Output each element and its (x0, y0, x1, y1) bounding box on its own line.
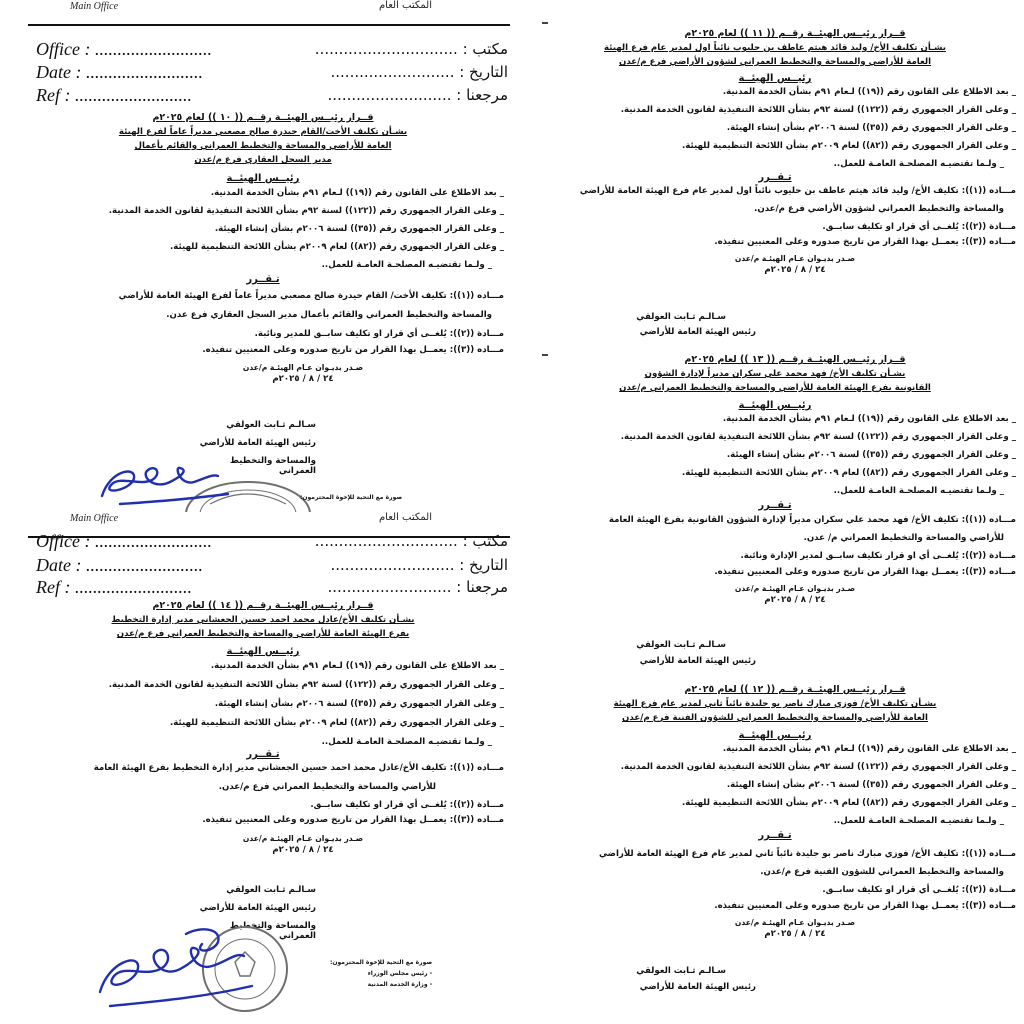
office-label-ar: مكتب : .............................. (314, 532, 508, 550)
signatory-title: والمساحة والتخطيط العمراني (230, 456, 316, 476)
date-label-ar: التاريخ : .......................... (330, 556, 508, 574)
handwritten-signature (90, 456, 240, 512)
issue-date: ٢٤ / ٨ / ٢٠٢٥م (764, 929, 826, 939)
decree-subject-line: العامة للأراضي والمساحة والتخطيط العمراني للشؤون الفنية فرع م/عدن (622, 713, 928, 723)
preamble-line: _ بعد الاطلاع على القانون رقم ((١٩)) لـعام ٩١م بشأن الخدمة المدنية. (210, 188, 504, 198)
decree-14-body (20, 600, 506, 855)
decree-subject-line: بشـأن تكليف الأخ/ فهد محمد علي سكران مديراً لإدارة الشؤون (644, 369, 906, 379)
preamble-line: _ وعلى القرار الجمهوري رقم ((٨٢)) لعام ٢٠٠٩م بشأن اللائحة التنظيمية للهيئة. (170, 242, 504, 252)
ref-label-ar: مرجعنا : .......................... (327, 86, 508, 104)
main-office-label: Main Office (70, 513, 119, 524)
issue-date: ٢٤ / ٨ / ٢٠٢٥م (272, 374, 334, 384)
signatory-name: سـالـم ثـابت العولقي (226, 885, 316, 895)
main-office-label: Main Office (70, 1, 119, 12)
issued-line: صـدر بديـوان عـام الهيئـة م/عدن (734, 584, 856, 593)
decree-11-body (532, 28, 1018, 275)
signatory-title: والمساحة والتخطيط العمراني (230, 921, 316, 941)
date-label-en: Date : .......................... (36, 62, 203, 82)
section-heading: رئيــس الهيئــة (226, 173, 300, 184)
preamble-line: _ وعلى القرار الجمهوري رقم ((٣٥)) لسنة ٢٠٠٦م بشأن إنشاء الهيئة. (726, 123, 1016, 133)
section-heading: رئيــس الهيئــة (226, 646, 300, 657)
article-line: مـــاده ((٣)): يعمــل بهذا القرار من تاريخ صدوره وعلى المعنيين تنفيذه. (202, 815, 504, 825)
signatory-title: رئيس الهيئة العامة للأراضي (199, 438, 316, 448)
decree-12-body (532, 684, 1018, 939)
signatory-name: سـالـم ثـابت العولقي (636, 312, 726, 322)
preamble-line: _ وعلى القرار الجمهوري رقم ((١٢٢)) لسنة ٩٢م بشأن اللائحة التنفيذية لقانون الخدمة المدنية. (620, 432, 1016, 442)
preamble-line: _ وعلى القرار الجمهوري رقم ((١٢٢)) لسنة ٩٢م بشأن اللائحة التنفيذية لقانون الخدمة المدنية. (108, 680, 504, 690)
main-office-ar-label: المكتب العام (378, 512, 432, 523)
issue-date: ٢٤ / ٨ / ٢٠٢٥م (764, 595, 826, 605)
preamble-line: _ وعلى القرار الجمهوري رقم ((٨٢)) لعام ٢٠٠٩م بشأن اللائحة التنظيمية للهيئة. (682, 468, 1016, 478)
article-line: للأراضي والمساحة والتخطيط العمراني فرع م/عدن. (218, 782, 436, 792)
issue-date: ٢٤ / ٨ / ٢٠٢٥م (764, 265, 826, 275)
decree-subject-line: بشـأن تكليف الأخ/ وليد قائد هيثم عاطف بن حليوب نائباً اول لمدير عام فرع الهيئة (604, 43, 946, 53)
ref-label-ar: مرجعنا : .......................... (327, 578, 508, 596)
decree-subject-line: القانونية بفرع الهيئة العامة للأراضي والمساحة والتخطيط العمراني م/عدن (619, 383, 931, 393)
scan-mark (542, 354, 548, 356)
scan-mark (542, 22, 548, 24)
preamble-line: _ ولـما تقتضيـه المصلحـة العامـة للعمل.. (833, 159, 1004, 169)
decided-heading: تـقــرر (246, 749, 280, 760)
article-line: مـــادة ((٢)): يُلغــى أي قرار او تكليف سابــق. (822, 885, 1016, 895)
office-label-en: Office : .......................... (36, 39, 212, 59)
article-line: والمساحة والتخطيط العمراني لشؤون الأراضي فرع م/عدن. (754, 204, 1004, 214)
decree-title: قــرار رئيــس الهيئــة رقــم (( ١٣ )) لعام ٢٠٢٥م (684, 354, 906, 365)
signatory-block (576, 966, 756, 992)
issued-line: صـدر بديـوان عـام الهيئـة م/عدن (734, 254, 856, 263)
right-column-decrees (512, 0, 1024, 1024)
letterhead-strip (30, 512, 512, 524)
article-line: مـــاده ((٣)): يعمــل بهذا القرار من تاريخ صدوره وعلى المعنيين تنفيذه. (714, 901, 1016, 911)
preamble-line: _ بعد الاطلاع على القانون رقم ((١٩)) لـعام ٩١م بشأن الخدمة المدنية. (722, 87, 1016, 97)
preamble-line: _ ولـما تقتضيـه المصلحـة العامـة للعمل.. (321, 737, 492, 747)
decided-heading: تـقــرر (246, 274, 280, 285)
section-heading: رئيــس الهيئــة (738, 400, 812, 411)
preamble-line: _ وعلى القرار الجمهوري رقم ((٣٥)) لسنة ٢٠٠٦م بشأن إنشاء الهيئة. (726, 780, 1016, 790)
cc-line: - رئيس مجلس الوزراء (367, 970, 433, 977)
ref-row (36, 84, 508, 108)
section-heading: رئيــس الهيئــة (738, 730, 812, 741)
decree-13-body (532, 354, 1018, 605)
article-line: مـــاده ((٣)): يعمــل بهذا القرار من تاريخ صدوره وعلى المعنيين تنفيذه. (714, 237, 1016, 247)
issued-line: صـدر بديـوان عـام الهيئـة م/عدن (242, 363, 364, 372)
preamble-line: _ وعلى القرار الجمهوري رقم ((٣٥)) لسنة ٢٠٠٦م بشأن إنشاء الهيئة. (726, 450, 1016, 460)
decided-heading: تـقــرر (758, 172, 792, 183)
article-line: مـــاده ((١)): تكليف الأخ/ وليد قائد هيثم عاطف بن حليوب نائباً اول لمدير عام فرع الهيئة العامة للأراضي (579, 186, 1016, 196)
article-line: والمساحة والتخطيط العمراني للشؤون الفنية فرع م/عدن. (760, 867, 1004, 877)
handwritten-signature (90, 922, 260, 1014)
decree-subject-line: مدير السجل العقاري فرع م/عدن (194, 155, 332, 165)
signatory-block (576, 640, 756, 666)
issued-line: صـدر بديـوان عـام الهيئـة م/عدن (242, 834, 364, 843)
article-line: مـــاده ((٣)): يعمــل بهذا القرار من تاريخ صدوره وعلى المعنيين تنفيذه. (714, 567, 1016, 577)
signatory-name: سـالـم ثـابت العولقي (636, 966, 726, 976)
header-rule (28, 24, 512, 26)
signatory-title: رئيس الهيئة العامة للأراضي (639, 327, 756, 337)
office-row (36, 38, 508, 62)
decree-subject-line: العامة للأراضي والمساحة والتخطيط العمراني والقائم بأعمال (134, 141, 392, 151)
date-label-en: Date : .......................... (36, 555, 203, 575)
main-office-ar-label: المكتب العام (378, 0, 432, 11)
office-label-en: Office : .......................... (36, 531, 212, 551)
column-divider (510, 0, 512, 1024)
preamble-line: _ بعد الاطلاع على القانون رقم ((١٩)) لـعام ٩١م بشأن الخدمة المدنية. (722, 744, 1016, 754)
decree-title: قــرار رئيــس الهيئــة رقــم (( ١١ )) لعام ٢٠٢٥م (684, 28, 906, 39)
decree-10-body (20, 112, 506, 384)
decree-subject-line: بشـأن تكليف الأخ/ فوزي مبارك ناصر بو جليدة نائباً ثاني لمدير عام فرع الهيئة (613, 699, 937, 709)
signatory-block (576, 312, 756, 337)
article-line: للأراضي والمساحة والتخطيط العمراني م/ عدن. (803, 533, 1004, 543)
section-heading: رئيــس الهيئــة (738, 73, 812, 84)
preamble-line: _ ولـما تقتضيـه المصلحـة العامـة للعمل.. (833, 486, 1004, 496)
signatory-title: رئيس الهيئة العامة للأراضي (199, 903, 316, 913)
article-line: مـــاده ((١)): تكليف الأخت/ القام حيدرة صالح مصعبي مديراً عاماً لفرع الهيئة العامة للأراضي (118, 291, 504, 301)
decree-subject-line: بفرع الهيئة العامة للأراضي والمساحة والتخطيط العمراني فرع م/عدن (116, 629, 410, 639)
article-line: والمساحة والتخطيط العمراني والقائم بأعمال مدير السجل العقاري فرع عدن. (166, 310, 492, 320)
office-row (36, 530, 508, 554)
article-line: مـــاده ((١)): تكليف الأخ/ فهد محمد علي سكران مديراً لإدارة الشؤون القانونية بفرع الهيئة العامة (608, 515, 1016, 525)
article-line: مـــادة ((٢)): يُلغــى أي او قرار تكليف سابــق لمدير الإدارة ونائبة. (740, 551, 1016, 561)
date-row (36, 554, 508, 578)
cc-line: - وزارة الخدمة المدنية (367, 981, 433, 988)
ref-label-en: Ref : .......................... (36, 577, 192, 597)
cc-block (330, 959, 432, 988)
preamble-line: _ بعد الاطلاع على القانون رقم ((١٩)) لـعام ٩١م بشأن الخدمة المدنية. (722, 414, 1016, 424)
preamble-line: _ وعلى القرار الجمهوري رقم ((١٢٢)) لسنة ٩٢م بشأن اللائحة التنفيذية لقانون الخدمة المدنية. (620, 105, 1016, 115)
preamble-line: _ وعلى القرار الجمهوري رقم ((٨٢)) لعام ٢٠٠٩م بشأن اللائحة التنظيمية للهيئة. (682, 798, 1016, 808)
signatory-title: رئيس الهيئة العامة للأراضي (639, 982, 756, 992)
decree-subject-line: بشـأن تكليف الأخ/عادل محمد احمد حسين الجعشاني مدير إدارة التخطيط (111, 615, 415, 625)
preamble-line: _ وعلى القرار الجمهوري رقم ((٣٥)) لسنة ٢٠٠٦م بشأن إنشاء الهيئة. (214, 699, 504, 709)
ref-label-en: Ref : .......................... (36, 85, 192, 105)
article-line: مـــاده ((٣)): يعمــل بهذا القرار من تاريخ صدوره وعلى المعنيين تنفيذه. (202, 345, 504, 355)
office-label-ar: مكتب : .............................. (314, 40, 508, 58)
decree-title: قــرار رئيــس الهيئــة رقــم (( ١٤ )) لعام ٢٠٢٥م (152, 600, 374, 611)
issue-date: ٢٤ / ٨ / ٢٠٢٥م (272, 845, 334, 855)
date-row (36, 61, 508, 85)
decided-heading: تـقــرر (758, 830, 792, 841)
article-line: مـــاده ((١)): تكليف الأخ/عادل محمد احمد حسين الجعشاني مدير إدارة التخطيط بفرع الهيئة العامة (93, 763, 504, 773)
article-line: مـــادة ((٢)): يُلغــى أي قرار او تكليف سابــق. (310, 800, 504, 810)
decree-14-panel (0, 512, 512, 1024)
signatory-title: رئيس الهيئة العامة للأراضي (639, 656, 756, 666)
date-label-ar: التاريخ : .......................... (330, 63, 508, 81)
article-line: مـــادة ((٢)): يُلغــى أي قرار او تكليف سابــق للمدير ونائبة. (254, 329, 504, 339)
signatory-name: سـالـم ثـابت العولقي (636, 640, 726, 650)
issued-line: صـدر بديـوان عـام الهيئـة م/عدن (734, 918, 856, 927)
cc-heading: صورة مع التحية للإخوة المحترمون: (330, 959, 433, 966)
preamble-line: _ وعلى القرار الجمهوري رقم ((٨٢)) لعام ٢٠٠٩م بشأن اللائحة التنظيمية للهيئة. (170, 718, 504, 728)
cc-heading: صورة مع التحية للإخوة المحترمون: (300, 494, 403, 501)
preamble-line: _ ولـما تقتضيـه المصلحـة العامـة للعمل.. (833, 816, 1004, 826)
preamble-line: _ ولـما تقتضيـه المصلحـة العامـة للعمل.. (321, 260, 492, 270)
letterhead-strip (30, 0, 512, 12)
preamble-line: _ وعلى القرار الجمهوري رقم ((٨٢)) لعام ٢٠٠٩م بشأن اللائحة التنظيمية للهيئة. (682, 141, 1016, 151)
article-line: مـــادة ((٢)): يُلغــى أي قرار او تكليف سابــق. (822, 222, 1016, 232)
decree-subject-line: العامة للأراضي والمساحة والتخطيط العمراني لشؤون الأراضي فرع م/عدن (618, 57, 932, 67)
decided-heading: تـقــرر (758, 500, 792, 511)
decree-title: قــرار رئيــس الهيئــة رقــم (( ١٠ )) لعام ٢٠٢٥م (152, 112, 374, 123)
preamble-line: _ وعلى القرار الجمهوري رقم ((٣٥)) لسنة ٢٠٠٦م بشأن إنشاء الهيئة. (214, 224, 504, 234)
decree-title: قــرار رئيــس الهيئــة رقــم (( ١٢ )) لعام ٢٠٢٥م (684, 684, 906, 695)
signatory-name: سـالـم ثـابت العولقي (226, 420, 316, 430)
decree-subject-line: بشـأن تكليف الأخت/القام حيدرة صالح مصعبي مديراً عاماً لفرع الهيئة (118, 127, 408, 137)
preamble-line: _ وعلى القرار الجمهوري رقم ((١٢٢)) لسنة ٩٢م بشأن اللائحة التنفيذية لقانون الخدمة المدنية. (108, 206, 504, 216)
ref-row (36, 576, 508, 600)
article-line: مـــاده ((١)): تكليف الأخ/ فوزي مبارك ناصر بو جليدة نائباً ثاني لمدير عام فرع الهيئة العامة للأراضي (598, 849, 1016, 859)
decree-10-panel (0, 0, 512, 512)
preamble-line: _ بعد الاطلاع على القانون رقم ((١٩)) لـعام ٩١م بشأن الخدمة المدنية. (210, 661, 504, 671)
preamble-line: _ وعلى القرار الجمهوري رقم ((١٢٢)) لسنة ٩٢م بشأن اللائحة التنفيذية لقانون الخدمة المدنية. (620, 762, 1016, 772)
